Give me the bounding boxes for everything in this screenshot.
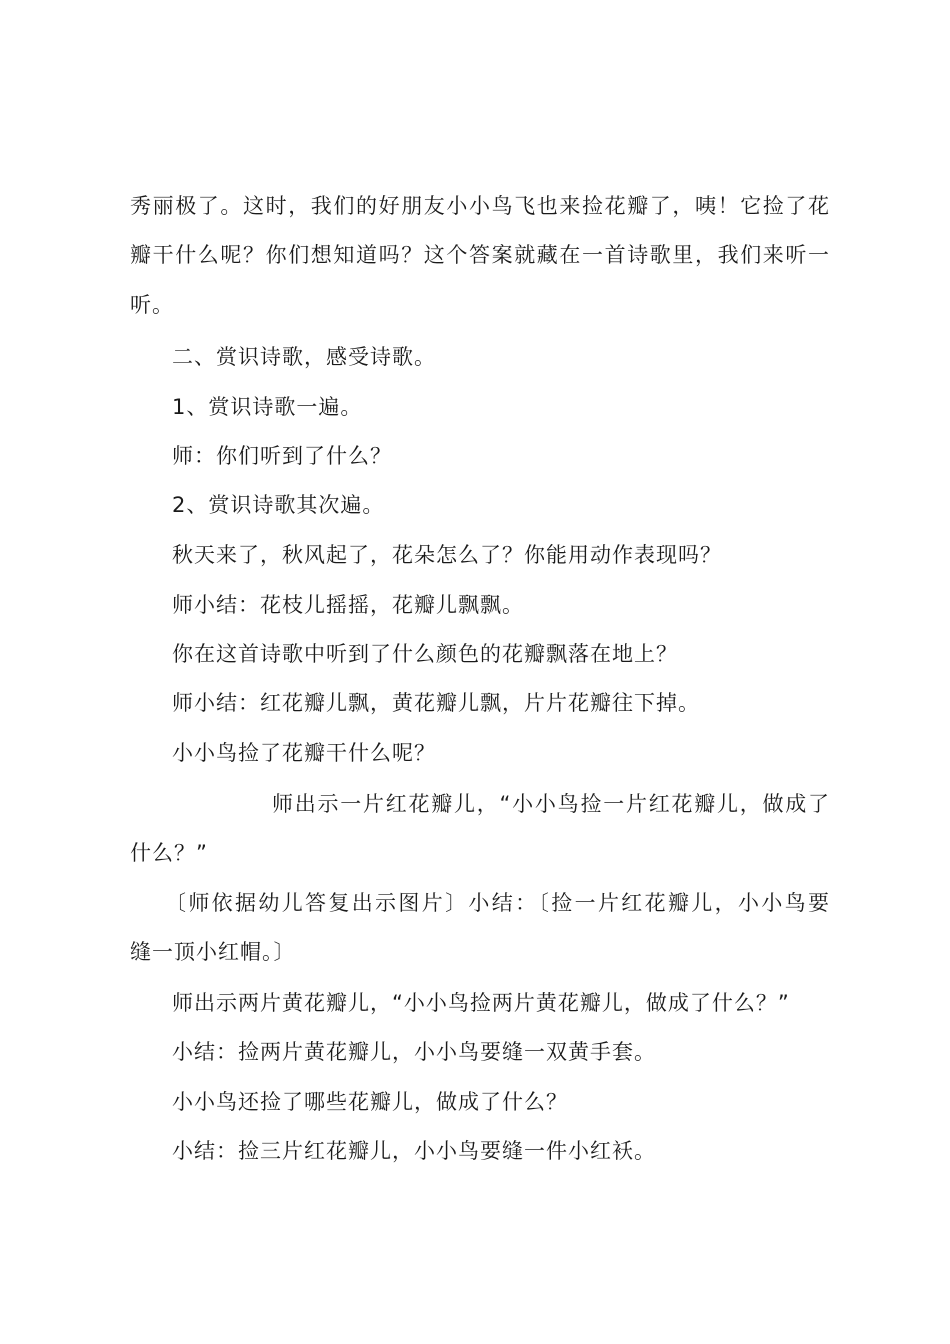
paragraph-line: 师出示两片黄花瓣儿，“小小鸟捡两片黄花瓣儿，做成了什么？” [172, 991, 790, 1015]
paragraph-line: 小小鸟捡了花瓣干什么呢？ [172, 741, 436, 765]
paragraph-line: 听。 [130, 293, 174, 317]
list-item: 1、赏识诗歌一遍。 [172, 395, 363, 419]
paragraph-line: 什么？” [130, 841, 208, 865]
paragraph-line: 秋天来了，秋风起了，花朵怎么了？你能用动作表现吗？ [172, 543, 722, 567]
paragraph-line: 〔师依据幼儿答复出示图片〕小结：〔捡一片红花瓣儿，小小鸟要 [165, 891, 830, 915]
paragraph-line: 小小鸟还捡了哪些花瓣儿，做成了什么？ [172, 1090, 568, 1114]
paragraph-line: 瓣干什么呢？你们想知道吗？这个答案就藏在一首诗歌里，我们来听一 [130, 243, 830, 267]
paragraph-line: 师小结：红花瓣儿飘，黄花瓣儿飘，片片花瓣往下掉。 [172, 691, 700, 715]
section-heading: 二、赏识诗歌，感受诗歌。 [172, 345, 436, 369]
list-item: 2、赏识诗歌其次遍。 [172, 493, 385, 517]
paragraph-line: 缝一顶小红帽。〕 [130, 940, 296, 964]
paragraph-line: 秀丽极了。这时，我们的好朋友小小鸟飞也来捡花瓣了，咦！它捡了花 [130, 194, 830, 218]
paragraph-line: 小结：捡两片黄花瓣儿，小小鸟要缝一双黄手套。 [172, 1040, 656, 1064]
paragraph-line: 师出示一片红花瓣儿，“小小鸟捡一片红花瓣儿，做成了 [272, 792, 830, 816]
paragraph-line: 你在这首诗歌中听到了什么颜色的花瓣飘落在地上？ [172, 642, 678, 666]
paragraph-line: 师：你们听到了什么？ [172, 444, 392, 468]
paragraph-line: 小结：捡三片红花瓣儿，小小鸟要缝一件小红袄。 [172, 1139, 656, 1163]
paragraph-line: 师小结：花枝儿摇摇，花瓣儿飘飘。 [172, 593, 524, 617]
